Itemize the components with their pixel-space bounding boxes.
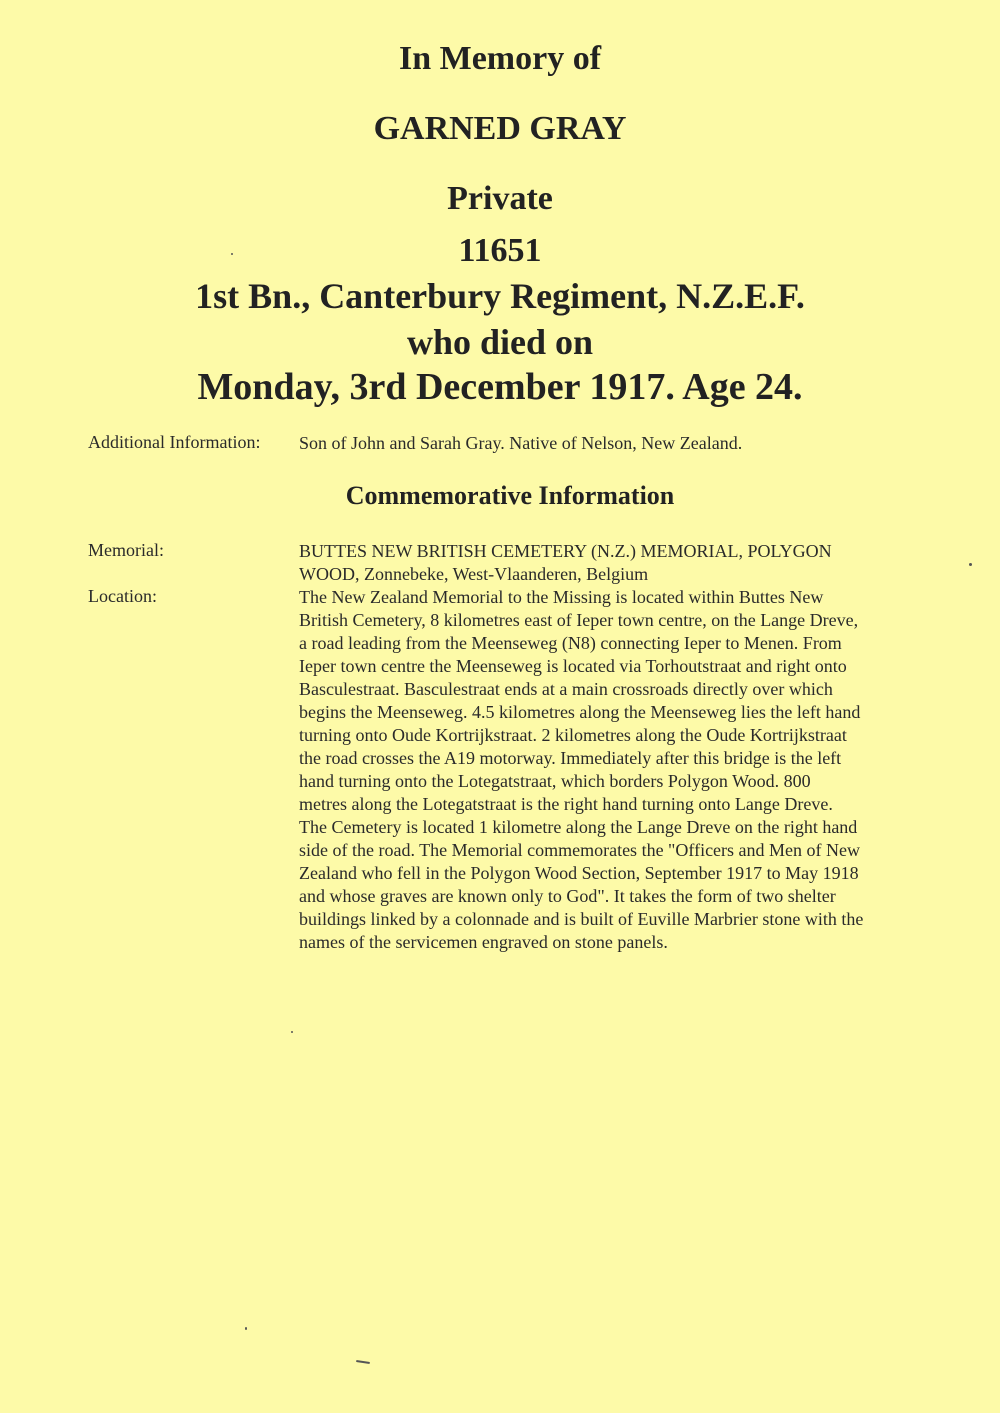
commemorative-information-heading: Commemorative Information [345,481,675,510]
rank: Private [447,180,553,217]
memorial-label: Memorial: [88,540,164,560]
memorial-line: WOOD, Zonnebeke, West-Vlaanderen, Belgium [299,564,649,584]
scan-speck [356,1360,370,1364]
location-line: buildings linked by a colonnade and is built of Euville Marbrier stone with the [299,909,864,929]
memorial-value [299,540,939,586]
additional-information-label: Additional Information: [88,432,261,452]
additional-information-value: Son of John and Sarah Gray. Native of Nelson, New Zealand. [299,433,743,453]
location-line: hand turning onto the Lotegatstraat, which borders Polygon Wood. 800 [299,771,811,791]
location-line: British Cemetery, 8 kilometres east of Ieper town centre, on the Lange Dreve, [299,610,859,630]
who-died-on: who died on [406,322,594,362]
scan-speck [291,1031,293,1033]
in-memory-of-heading: In Memory of [398,40,602,77]
location-line: and whose graves are known only to God". It takes the form of two shelter [299,886,836,906]
scan-speck [245,1327,247,1330]
location-line: a road leading from the Meenseweg (N8) connecting Ieper to Menen. From [299,633,842,653]
location-line: Basculestraat. Basculestraat ends at a main crossroads directly over which [299,679,833,699]
location-line: turning onto Oude Kortrijkstraat. 2 kilometres along the Oude Kortrijkstraat [299,725,847,745]
date-and-age: Monday, 3rd December 1917. Age 24. [197,366,803,408]
memorial-line: BUTTES NEW BRITISH CEMETERY (N.Z.) MEMORIAL, POLYGON [299,541,832,561]
location-line: Zealand who fell in the Polygon Wood Section, September 1917 to May 1918 [299,863,859,883]
soldier-name: GARNED GRAY [373,110,627,147]
location-line: begins the Meenseweg. 4.5 kilometres along the Meenseweg lies the left hand [299,702,861,722]
location-line: side of the road. The Memorial commemorates the "Officers and Men of New [299,840,861,860]
location-line: Ieper town centre the Meenseweg is located via Torhoutstraat and right onto [299,656,847,676]
location-line: The Cemetery is located 1 kilometre along the Lange Dreve on the right hand [299,817,858,837]
scan-speck [969,563,972,566]
location-line: the road crosses the A19 motorway. Immediately after this bridge is the left [299,748,842,768]
scan-speck [231,253,233,255]
location-label: Location: [88,586,157,606]
service-number: 11651 [458,232,542,269]
location-value [299,586,939,954]
location-line: metres along the Lotegatstraat is the right hand turning onto Lange Dreve. [299,794,833,814]
location-line: names of the servicemen engraved on stone panels. [299,932,668,952]
unit: 1st Bn., Canterbury Regiment, N.Z.E.F. [195,276,805,316]
location-line: The New Zealand Memorial to the Missing is located within Buttes New [299,587,824,607]
